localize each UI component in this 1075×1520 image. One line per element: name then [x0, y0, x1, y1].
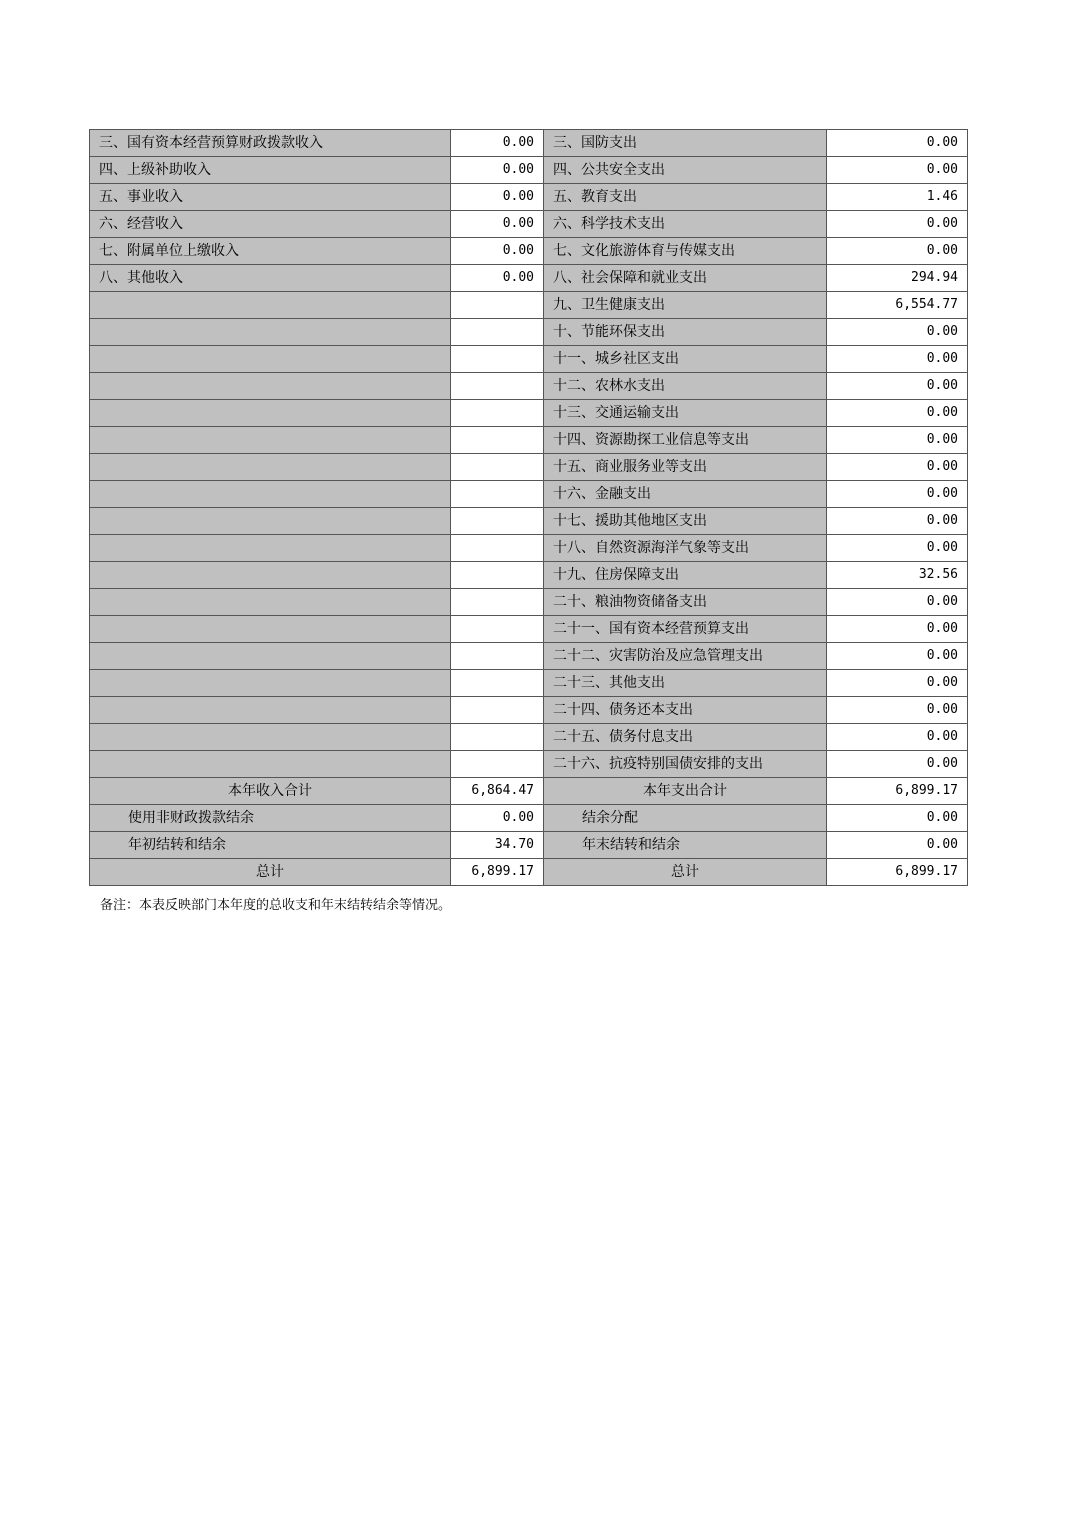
expense-value-cell: 0.00 — [827, 589, 968, 616]
closing-carryover-label: 年末结转和结余 — [544, 832, 827, 859]
income-value-cell — [451, 481, 544, 508]
expense-item-cell: 八、社会保障和就业支出 — [544, 265, 827, 292]
income-item-cell — [90, 643, 451, 670]
expense-item-cell: 三、国防支出 — [544, 130, 827, 157]
income-item-cell — [90, 427, 451, 454]
expense-value-cell: 0.00 — [827, 616, 968, 643]
expense-item-cell: 十八、自然资源海洋气象等支出 — [544, 535, 827, 562]
opening-carryover-label: 年初结转和结余 — [90, 832, 451, 859]
income-item-cell — [90, 319, 451, 346]
income-value-cell — [451, 562, 544, 589]
income-value-cell — [451, 751, 544, 778]
expense-item-cell: 十四、资源勘探工业信息等支出 — [544, 427, 827, 454]
income-item-cell — [90, 292, 451, 319]
expense-value-cell: 0.00 — [827, 346, 968, 373]
income-grand-total-label: 总计 — [90, 859, 451, 886]
income-item-cell — [90, 373, 451, 400]
expense-total-label: 本年支出合计 — [544, 778, 827, 805]
income-item-cell — [90, 670, 451, 697]
expense-item-cell: 五、教育支出 — [544, 184, 827, 211]
table-row — [90, 697, 968, 724]
grand-total-row — [90, 859, 968, 886]
income-value-cell — [451, 373, 544, 400]
income-item-cell — [90, 508, 451, 535]
table-row — [90, 643, 968, 670]
income-value-cell — [451, 643, 544, 670]
expense-item-cell: 二十二、灾害防治及应急管理支出 — [544, 643, 827, 670]
expense-item-cell: 二十五、债务付息支出 — [544, 724, 827, 751]
table-row — [90, 130, 968, 157]
income-value-cell — [451, 697, 544, 724]
income-grand-total-value: 6,899.17 — [451, 859, 544, 886]
table-row — [90, 184, 968, 211]
table-row — [90, 319, 968, 346]
table-row — [90, 400, 968, 427]
income-item-cell — [90, 724, 451, 751]
income-item-cell: 六、经营收入 — [90, 211, 451, 238]
nonfiscal-balance-label: 使用非财政拨款结余 — [90, 805, 451, 832]
expense-grand-total-label: 总计 — [544, 859, 827, 886]
income-item-cell: 七、附属单位上缴收入 — [90, 238, 451, 265]
income-value-cell: 0.00 — [451, 130, 544, 157]
table-row — [90, 616, 968, 643]
income-total-value: 6,864.47 — [451, 778, 544, 805]
income-item-cell — [90, 535, 451, 562]
income-item-cell — [90, 589, 451, 616]
income-value-cell — [451, 616, 544, 643]
expense-item-cell: 二十三、其他支出 — [544, 670, 827, 697]
expense-item-cell: 十、节能环保支出 — [544, 319, 827, 346]
expense-value-cell: 0.00 — [827, 643, 968, 670]
table-footnote: 备注：本表反映部门本年度的总收支和年末结转结余等情况。 — [100, 898, 452, 913]
surplus-distribution-label: 结余分配 — [544, 805, 827, 832]
expense-item-cell: 六、科学技术支出 — [544, 211, 827, 238]
income-item-cell: 四、上级补助收入 — [90, 157, 451, 184]
opening-carryover-value: 34.70 — [451, 832, 544, 859]
expense-value-cell: 0.00 — [827, 130, 968, 157]
expense-grand-total-value: 6,899.17 — [827, 859, 968, 886]
expense-value-cell: 0.00 — [827, 373, 968, 400]
income-item-cell — [90, 616, 451, 643]
income-value-cell: 0.00 — [451, 211, 544, 238]
income-value-cell — [451, 346, 544, 373]
table-row — [90, 238, 968, 265]
expense-value-cell: 0.00 — [827, 724, 968, 751]
expense-value-cell: 32.56 — [827, 562, 968, 589]
income-value-cell — [451, 589, 544, 616]
income-item-cell — [90, 346, 451, 373]
table-row — [90, 211, 968, 238]
expense-item-cell: 七、文化旅游体育与传媒支出 — [544, 238, 827, 265]
expense-item-cell: 二十四、债务还本支出 — [544, 697, 827, 724]
table-row — [90, 427, 968, 454]
expense-item-cell: 二十一、国有资本经营预算支出 — [544, 616, 827, 643]
table-row — [90, 751, 968, 778]
summary-rows — [90, 778, 968, 886]
detail-rows — [90, 130, 968, 778]
expense-value-cell: 0.00 — [827, 481, 968, 508]
expense-value-cell: 0.00 — [827, 238, 968, 265]
budget-summary-table — [89, 129, 968, 886]
expense-value-cell: 6,554.77 — [827, 292, 968, 319]
nonfiscal-balance-value: 0.00 — [451, 805, 544, 832]
year-total-row — [90, 778, 968, 805]
income-value-cell: 0.00 — [451, 184, 544, 211]
table-row — [90, 454, 968, 481]
expense-value-cell: 0.00 — [827, 319, 968, 346]
income-value-cell: 0.00 — [451, 265, 544, 292]
expense-item-cell: 十二、农林水支出 — [544, 373, 827, 400]
table-row — [90, 724, 968, 751]
income-value-cell — [451, 508, 544, 535]
expense-value-cell: 0.00 — [827, 157, 968, 184]
income-item-cell — [90, 400, 451, 427]
expense-item-cell: 二十六、抗疫特别国债安排的支出 — [544, 751, 827, 778]
income-item-cell — [90, 454, 451, 481]
table-row — [90, 508, 968, 535]
income-item-cell — [90, 751, 451, 778]
nonfiscal-balance-row — [90, 805, 968, 832]
income-item-cell: 五、事业收入 — [90, 184, 451, 211]
income-value-cell — [451, 427, 544, 454]
table-row — [90, 562, 968, 589]
carryover-row — [90, 832, 968, 859]
surplus-distribution-value: 0.00 — [827, 805, 968, 832]
expense-value-cell: 1.46 — [827, 184, 968, 211]
expense-item-cell: 二十、粮油物资储备支出 — [544, 589, 827, 616]
expense-value-cell: 0.00 — [827, 535, 968, 562]
income-value-cell: 0.00 — [451, 238, 544, 265]
expense-value-cell: 294.94 — [827, 265, 968, 292]
income-total-label: 本年收入合计 — [90, 778, 451, 805]
income-value-cell — [451, 400, 544, 427]
table-row — [90, 670, 968, 697]
expense-item-cell: 十一、城乡社区支出 — [544, 346, 827, 373]
expense-total-value: 6,899.17 — [827, 778, 968, 805]
expense-value-cell: 0.00 — [827, 508, 968, 535]
table-row — [90, 157, 968, 184]
table-row — [90, 481, 968, 508]
table-row — [90, 373, 968, 400]
income-item-cell — [90, 697, 451, 724]
expense-value-cell: 0.00 — [827, 697, 968, 724]
income-value-cell — [451, 670, 544, 697]
income-item-cell: 三、国有资本经营预算财政拨款收入 — [90, 130, 451, 157]
expense-value-cell: 0.00 — [827, 454, 968, 481]
expense-value-cell: 0.00 — [827, 427, 968, 454]
closing-carryover-value: 0.00 — [827, 832, 968, 859]
expense-item-cell: 十三、交通运输支出 — [544, 400, 827, 427]
income-item-cell — [90, 562, 451, 589]
table-row — [90, 346, 968, 373]
expense-item-cell: 九、卫生健康支出 — [544, 292, 827, 319]
expense-value-cell: 0.00 — [827, 211, 968, 238]
expense-item-cell: 十六、金融支出 — [544, 481, 827, 508]
expense-value-cell: 0.00 — [827, 670, 968, 697]
expense-item-cell: 十五、商业服务业等支出 — [544, 454, 827, 481]
income-value-cell — [451, 724, 544, 751]
income-value-cell — [451, 319, 544, 346]
table-row — [90, 292, 968, 319]
table-row — [90, 265, 968, 292]
income-item-cell — [90, 481, 451, 508]
income-item-cell: 八、其他收入 — [90, 265, 451, 292]
expense-value-cell: 0.00 — [827, 400, 968, 427]
table-row — [90, 535, 968, 562]
expense-item-cell: 十七、援助其他地区支出 — [544, 508, 827, 535]
income-value-cell — [451, 292, 544, 319]
income-value-cell: 0.00 — [451, 157, 544, 184]
income-value-cell — [451, 454, 544, 481]
income-value-cell — [451, 535, 544, 562]
expense-item-cell: 十九、住房保障支出 — [544, 562, 827, 589]
expense-item-cell: 四、公共安全支出 — [544, 157, 827, 184]
table-row — [90, 589, 968, 616]
expense-value-cell: 0.00 — [827, 751, 968, 778]
